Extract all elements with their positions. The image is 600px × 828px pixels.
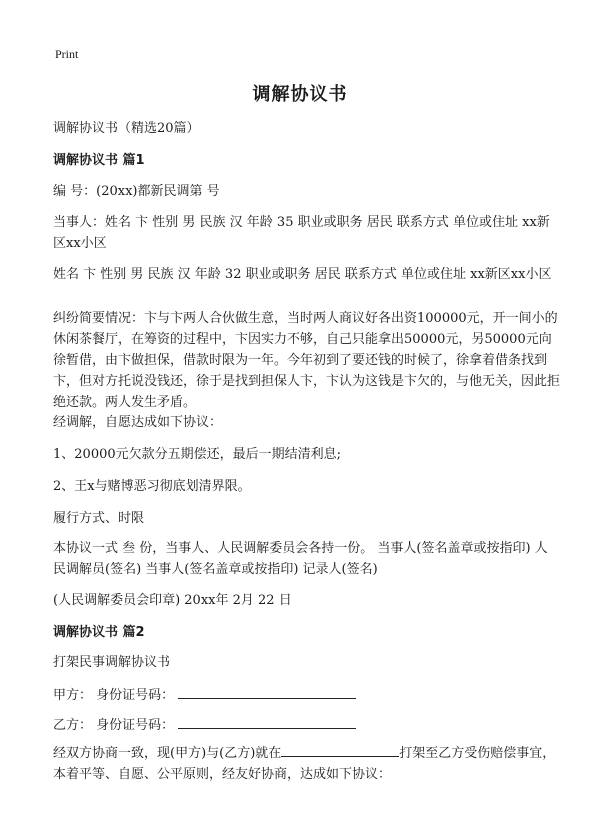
- body-mid: 打架至乙方受伤赔偿事宜，本着平等、自愿、公平原则，经友好协商，达成如下协议：: [53, 746, 556, 782]
- party1-info: 当事人：姓名 卞 性别 男 民族 汉 年龄 35 职业或职务 居民 联系方式 单位或住址 xx新区xx小区: [53, 215, 550, 251]
- party-a-line: [53, 684, 560, 706]
- section1-heading: 调解协议书 篇1: [53, 153, 145, 168]
- party-b-line: [53, 714, 560, 736]
- number-line: 编 号：(20xx)都新民调第 号: [53, 184, 220, 199]
- section2-body: [53, 742, 560, 785]
- copies-signatures: 本协议一式 叁 份，当事人、人民调解委员会各持一份。 当事人(签名盖章或按指印) 人民调解员(签名) 当事人(签名盖章或按指印) 记录人(签名): [53, 541, 548, 577]
- party-b-label: 乙方： 身份证号码：: [53, 718, 175, 733]
- body-start: 经双方协商一致，现(甲方)与(乙方)就在: [53, 746, 282, 761]
- party-a-label: 甲方： 身份证号码：: [53, 688, 175, 703]
- party-b-id-blank[interactable]: [178, 714, 356, 729]
- section2-heading: 调解协议书 篇2: [53, 625, 145, 640]
- document-title: 调解协议书: [252, 84, 348, 105]
- seal-date: (人民调解委员会印章) 20xx年 2月 22 日: [53, 593, 292, 608]
- section2-subtitle: 打架民事调解协议书: [53, 655, 171, 670]
- location-blank[interactable]: [281, 742, 399, 757]
- performance-label: 履行方式、时限: [53, 511, 145, 526]
- party-a-id-blank[interactable]: [178, 684, 356, 699]
- agreement-intro: 经调解，自愿达成如下协议：: [53, 415, 223, 430]
- agreement-item-1: 1、20000元欠款分五期偿还，最后一期结清利息;: [53, 447, 342, 462]
- dispute-summary: 纠纷简要情况：卞与卞两人合伙做生意，当时两人商议好各出资100000元，开一间小的休闲茶餐厅，在筹资的过程中，卞因实力不够，自己只能拿出50000元，另50000元向徐暂借，由卞做担保，借款时限为一年。今年初到了要还钱的时候了，徐拿着借条找到卞，但对方托说没钱还，徐于是找到担保人卞，卞认为这钱是卞欠的，与他无关，因此拒绝还款。两人发生矛盾。: [53, 311, 561, 410]
- print-link[interactable]: Print: [55, 47, 79, 61]
- party2-info: 姓名 卞 性别 男 民族 汉 年龄 32 职业或职务 居民 联系方式 单位或住址 xx新区xx小区: [53, 267, 552, 282]
- intro-text: 调解协议书（精选20篇）: [53, 121, 200, 136]
- agreement-item-2: 2、王x与赌博恶习彻底划清界限。: [53, 479, 251, 494]
